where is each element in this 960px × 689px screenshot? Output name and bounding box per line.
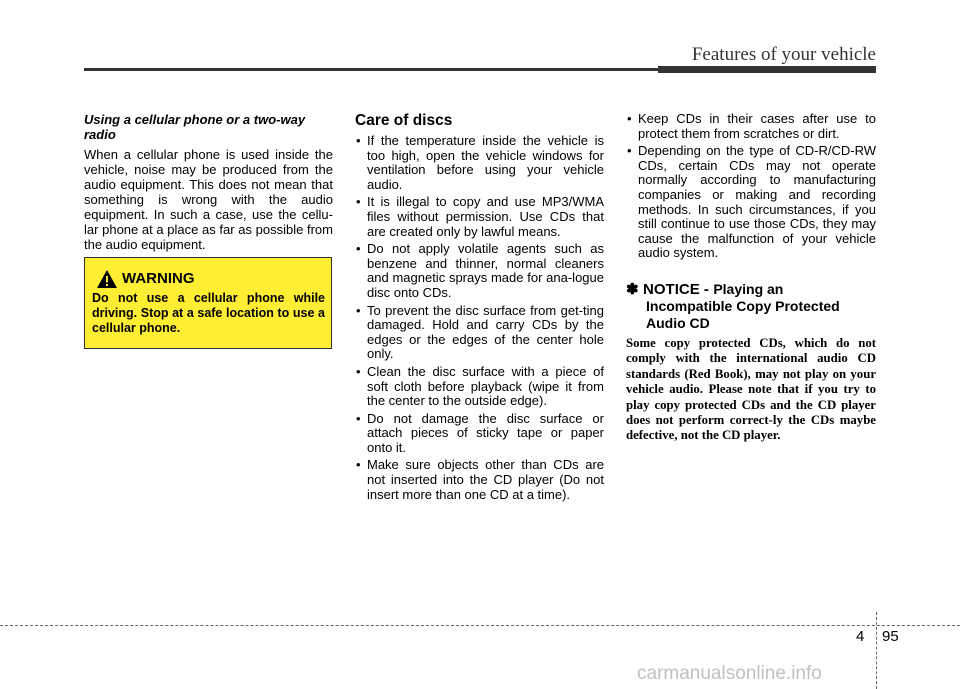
page-number: 95 xyxy=(882,628,899,645)
notice-body: Some copy protected CDs, which do not comply with the international audio CD standards (Red Book), may not play on your vehicle audio. Please note that if you try to play copy protected CDs and the CD player does not perform correct-ly the CDs maybe defective, not the CD player. xyxy=(626,335,876,443)
list-item: • Do not apply volatile agents such as benzene and thinner, normal cleaners and magnetic sprays made for ana-logue disc onto CDs. xyxy=(356,241,604,300)
warning-triangle-icon xyxy=(96,269,118,289)
list-item-text: Depending on the type of CD-R/CD-RW CDs, certain CDs may not operate normally according to manufacturing companies or making and recording methods. In such circumstances, if you still continue to use those CDs, they may cause the malfunction of your vehicle audio system. xyxy=(638,143,876,261)
list-item: • If the temperature inside the vehicle is too high, open the vehicle windows for ventilation before using your vehicle audio. xyxy=(356,133,604,192)
footer-divider xyxy=(0,625,960,626)
notice-title-line1: Playing an xyxy=(713,280,784,297)
notice-title-line3: Audio CD xyxy=(646,314,710,331)
cellphone-subheading-line2: radio xyxy=(84,127,116,142)
list-item: • Keep CDs in their cases after use to protect them from scratches or dirt. xyxy=(627,111,876,141)
care-of-discs-title: Care of discs xyxy=(355,112,453,129)
warning-box xyxy=(84,257,332,349)
column-left xyxy=(84,112,333,252)
footer-vertical-divider xyxy=(876,612,877,689)
list-item: • Do not damage the disc surface or attach pieces of sticky tape or paper onto it. xyxy=(356,410,604,455)
section-number: 4 xyxy=(856,628,865,645)
list-item-text: Make sure objects other than CDs are not inserted into the CD player (Do not insert more than one CD at a time). xyxy=(367,457,604,502)
column-middle xyxy=(355,112,604,505)
care-bullet-list xyxy=(355,134,604,502)
watermark: carmanualsonline.info xyxy=(637,663,822,684)
list-item-text: To prevent the disc surface from get-ting damaged. Hold and carry CDs by the edges or the edges of the center hole only. xyxy=(367,302,604,362)
notice-label: NOTICE - xyxy=(643,280,709,298)
header-rule-accent xyxy=(658,66,876,73)
notice-title-line2: Incompatible Copy Protected xyxy=(646,297,840,314)
notice-star-icon: ✽ xyxy=(626,280,639,298)
list-item: • To prevent the disc surface from get-ting damaged. Hold and carry CDs by the edges or the edges of the center hole only. xyxy=(356,302,604,362)
notice-title xyxy=(626,281,876,332)
list-item: • It is illegal to copy and use MP3/WMA files without permission. Use CDs that are created only by lawful means. xyxy=(356,194,604,239)
warning-title: WARNING xyxy=(122,270,195,287)
list-item-text: Do not damage the disc surface or attach pieces of sticky tape or paper onto it. xyxy=(367,410,604,455)
list-item-text: It is illegal to copy and use MP3/WMA files without permission. Use CDs that are created only by lawful means. xyxy=(367,194,604,239)
cellphone-subheading-line1: Using a cellular phone or a two-way xyxy=(84,112,306,127)
list-item-text: Keep CDs in their cases after use to protect them from scratches or dirt. xyxy=(638,111,876,141)
cd-bullet-list xyxy=(626,112,876,261)
column-right xyxy=(626,112,876,444)
list-item-text: If the temperature inside the vehicle is too high, open the vehicle windows for ventilation before using your vehicle audio. xyxy=(367,133,604,192)
list-item-text: Do not apply volatile agents such as benzene and thinner, normal cleaners and magnetic sprays made for ana-logue disc onto CDs. xyxy=(367,241,604,300)
warning-text: Do not use a cellular phone while driving. Stop at a safe location to use a cellular phone. xyxy=(92,291,325,335)
page-header-title: Features of your vehicle xyxy=(691,44,876,65)
cellphone-subheading xyxy=(84,112,333,142)
list-item-text: Clean the disc surface with a piece of soft cloth before playback (wipe it from the center to the outside edge). xyxy=(367,363,604,409)
cellphone-paragraph: When a cellular phone is used inside the vehicle, noise may be produced from the audio equipment. This does not mean that something is wrong with the audio equipment. In such a case, use the cellu-lar phone at a place as far as possible from the audio equipment. xyxy=(84,147,333,252)
list-item: • Depending on the type of CD-R/CD-RW CDs, certain CDs may not operate normally according to manufacturing companies or making and recording methods. In such circumstances, if you still continue to use those CDs, they may cause the malfunction of your vehicle audio system. xyxy=(627,143,876,261)
list-item: • Make sure objects other than CDs are not inserted into the CD player (Do not insert more than one CD at a time). xyxy=(356,457,604,502)
list-item: • Clean the disc surface with a piece of soft cloth before playback (wipe it from the center to the outside edge). xyxy=(356,363,604,409)
